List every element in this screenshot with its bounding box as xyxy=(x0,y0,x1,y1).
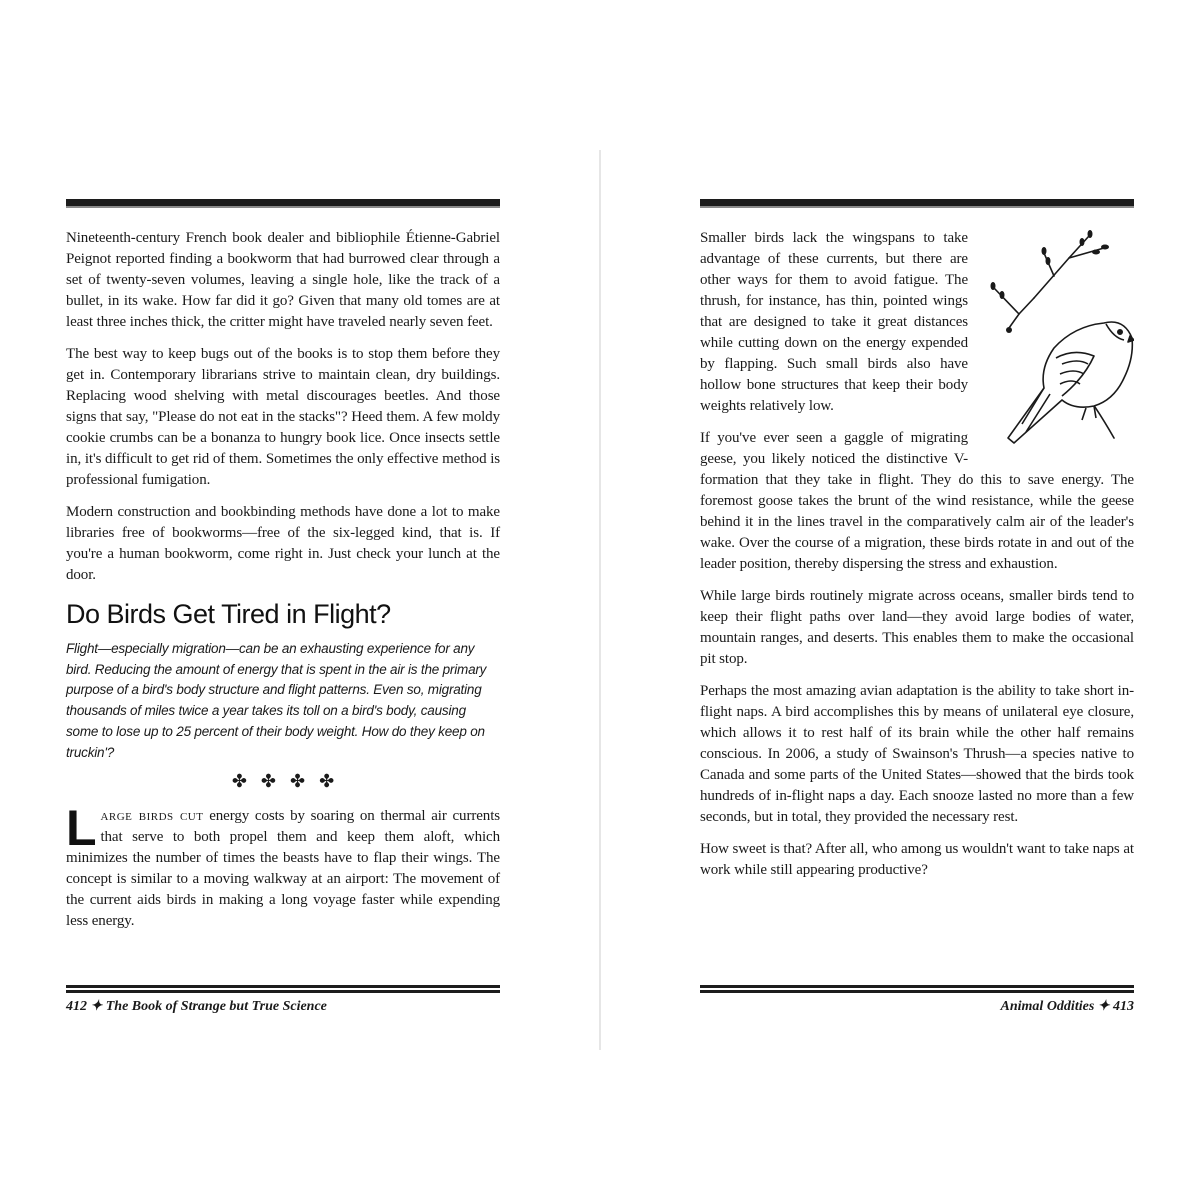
lead-smallcaps: arge birds cut xyxy=(100,808,204,825)
page-folio-right: Animal Oddities ✦ 413 xyxy=(1000,999,1134,1014)
body-paragraph: Modern construction and bookbinding methods have done a lot to make libraries free of bookworms—free of the six-legged kind, that is. If you're a human bookworm, come right in. Just check your lunch at the door. xyxy=(66,504,500,583)
lead-text: energy costs by soaring on thermal air currents that serve to both propel them and keep them aloft, which minimizes the number of times the beasts have to flap their wings. The concept is similar to a moving walkway at an airport: The movement of the current aids birds in making a long voyage faster while expending less energy. xyxy=(66,808,500,930)
bottom-rule xyxy=(66,985,500,988)
lead-paragraph xyxy=(66,800,500,932)
top-rule xyxy=(66,199,500,208)
page-folio-left: 412 ✦ The Book of Strange but True Science xyxy=(66,999,327,1014)
body-paragraph: How sweet is that? After all, who among us wouldn't want to take naps at work while still appearing productive? xyxy=(700,841,1134,878)
body-paragraph: While large birds routinely migrate across oceans, smaller birds tend to keep their flight paths over land—they avoid large bodies of water, mountain ranges, and deserts. This enables them to make the occasional pit stop. xyxy=(700,588,1134,667)
body-paragraph: Nineteenth-century French book dealer and bibliophile Étienne-Gabriel Peignot reported finding a bookworm that had burrowed clear through a set of twenty-seven volumes, leaving a single hole, like the track of a bullet, in its wake. How far did it go? Given that many old tomes are at least three inches thick, the critter might have traveled nearly seven feet. xyxy=(66,230,500,330)
bird-on-branch-illustration xyxy=(974,228,1134,448)
body-paragraph: Smaller birds lack the wingspans to take advantage of these currents, but there are other ways for them to avoid fatigue. The thrush, for instance, has thin, pointed wings that are designed to take it great distances while cutting down on the energy expended by flapping. Such small birds also have hollow bone structures that keep their body weights relatively low. xyxy=(700,230,968,414)
ornament-divider: ✤✤✤✤ xyxy=(231,771,349,793)
section-heading: Do Birds Get Tired in Flight? xyxy=(66,599,391,629)
body-paragraph: The best way to keep bugs out of the books is to stop them before they get in. Contemporary librarians strive to maintain clean, dry buildings. Replacing wood shelving with metal discourages beetles. And those signs that say, "Please do not eat in the stacks"? Heed them. A few moldy cookie crumbs can be a bonanza to hungry book lice. Once insects settle in, it's difficult to get rid of them. Sometimes the only effective method is professional fumigation. xyxy=(66,346,500,488)
page-gutter xyxy=(599,150,601,1050)
drop-cap: L xyxy=(66,800,97,857)
body-paragraph: Perhaps the most amazing avian adaptation is the ability to take short in-flight naps. A bird accomplishes this by means of unilateral eye closure, which allows it to rest half of its brain while the other half remains conscious. In 2006, a study of Swainson's Thrush—a species native to Canada and some parts of the United States—showed that the birds took hundreds of in-flight naps a day. Each snooze lasted no more than a few seconds, but in total, they provided the necessary rest. xyxy=(700,683,1134,825)
right-page xyxy=(700,199,1134,892)
body-paragraph: If you've ever seen a gaggle of migrating geese, you likely noticed the distinctive V-formation that they take in flight. They do this to save energy. The foremost goose takes the brunt of the wind resistance, while the geese behind it in the lines travel in the comparatively calm air of the leader's wake. Over the course of a migration, these birds rotate in and out of the leader position, thereby dispersing the stress and exhaustion. xyxy=(700,430,1134,572)
bottom-rule xyxy=(700,985,1134,988)
top-rule xyxy=(700,199,1134,208)
section-dek: Flight—especially migration—can be an exhausting experience for any bird. Reducing the amount of energy that is spent in the air is the primary purpose of a bird's body structure and flight patterns. Even so, migrating thousands of miles twice a year takes its toll on a bird's body, causing some to lose up to 25 percent of their body weight. How do they keep on truckin'? xyxy=(66,641,487,760)
left-page xyxy=(66,199,500,943)
